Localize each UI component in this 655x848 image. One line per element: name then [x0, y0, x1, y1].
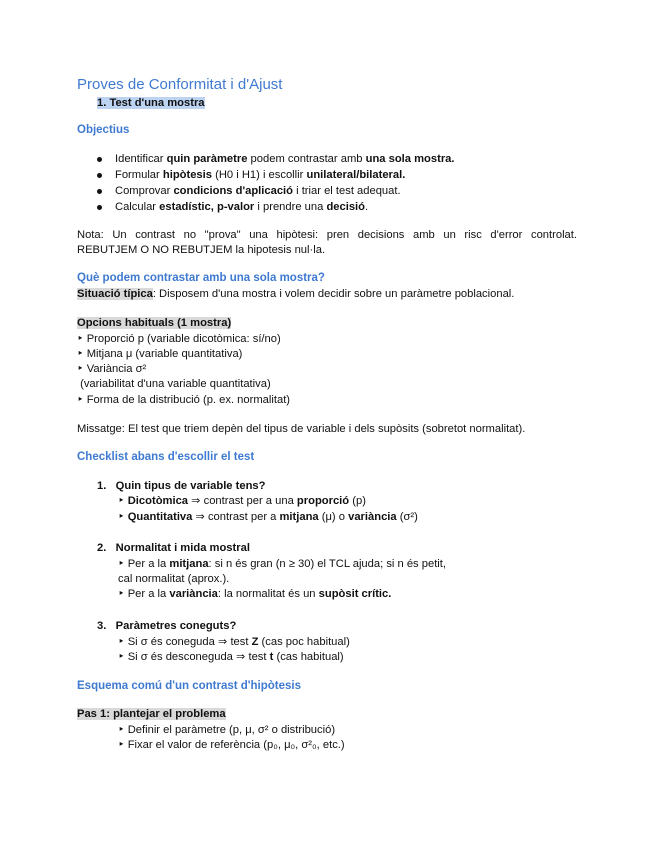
checklist-q3-title: 3. Paràmetres coneguts? — [97, 620, 237, 632]
checklist-q2-line — [118, 557, 446, 572]
text-run: : la normalitat és un — [217, 588, 319, 600]
text-run: ‣ Per a la — [118, 558, 170, 570]
bold-run: unilateral/bilateral. — [306, 169, 406, 181]
section-number-title — [97, 96, 205, 111]
text-run: cal normalitat (aprox.). — [118, 573, 230, 585]
checklist-q3-line — [118, 635, 350, 650]
bullet-icon — [97, 205, 102, 210]
situacio-label: Situació típica — [77, 288, 153, 300]
nota-line-1: Nota: Un contrast no "prova" una hipòtesi: pren decisions amb un risc d'error controlat. — [77, 229, 577, 241]
objectius-list — [97, 152, 455, 216]
text-run: (p) — [349, 495, 366, 507]
text-run: Calcular — [115, 201, 160, 213]
bold-run: variància — [169, 588, 218, 600]
opcio-line: ‣ Proporció p (variable dicotòmica: sí/no) — [77, 333, 281, 345]
checklist-q2-line — [118, 572, 229, 587]
text-run: i triar el test adequat. — [293, 185, 401, 197]
situacio-tipica — [77, 287, 514, 302]
bold-run: mitjana — [169, 558, 209, 570]
checklist-q1-title: 1. Quin tipus de variable tens? — [97, 480, 266, 492]
text-run: Identificar — [115, 153, 167, 165]
opcions-heading-text: Opcions habituals (1 mostra) — [77, 317, 232, 329]
bold-run: decisió — [326, 201, 366, 213]
bold-run: variància — [348, 511, 397, 523]
text-run: (σ²) — [396, 511, 418, 523]
objectiu-item — [97, 152, 455, 168]
text-run: (μ) o — [318, 511, 349, 523]
text-run: (H0 i H1) i escollir — [211, 169, 307, 181]
text-run: Comprovar — [115, 185, 174, 197]
checklist-q1-line — [118, 510, 418, 525]
opcio-line: (variabilitat d'una variable quantitativa) — [77, 378, 271, 390]
page-title: Proves de Conformitat i d'Ajust — [77, 76, 283, 93]
text-run: ‣ Per a la — [118, 588, 170, 600]
text-run: : si n és gran (n ≥ 30) el TCL ajuda; si n és petit, — [208, 558, 447, 570]
objectiu-item — [97, 184, 455, 200]
text-run: i prendre una — [254, 201, 327, 213]
text-run: ‣ — [118, 495, 128, 507]
text-run: ‣ Si σ és coneguda ⇒ test — [118, 636, 252, 648]
checklist-heading: Checklist abans d'escollir el test — [77, 451, 255, 463]
bold-run: Dicotòmica — [127, 495, 189, 507]
objectiu-item — [97, 168, 455, 184]
text-run: ⇒ contrast per a una — [188, 495, 297, 507]
text-run: (cas poc habitual) — [258, 636, 350, 648]
bold-run: Z — [251, 636, 259, 648]
opcio-line: ‣ Forma de la distribució (p. ex. normalitat) — [77, 394, 291, 406]
situacio-text: : Disposem d'una mostra i volem decidir sobre un paràmetre poblacional. — [152, 288, 515, 300]
nota-line-2: REBUTJEM O NO REBUTJEM la hipotesis nul·la. — [77, 244, 326, 256]
text-run: ⇒ contrast per a — [192, 511, 280, 523]
bold-run: condicions d'aplicació — [173, 185, 293, 197]
text-run: podem contrastar amb — [247, 153, 366, 165]
bullet-icon — [97, 157, 102, 162]
objectiu-item — [97, 200, 455, 216]
missatge: Missatge: El test que triem depèn del tipus de variable i dels supòsits (sobretot normalitat). — [77, 423, 526, 435]
esquema-heading: Esquema comú d'un contrast d'hipòtesis — [77, 680, 302, 692]
bold-run: mitjana — [279, 511, 319, 523]
bullet-icon — [97, 189, 102, 194]
checklist-q1-line — [118, 494, 366, 509]
pas1-title-text: Pas 1: plantejar el problema — [77, 708, 226, 720]
opcio-line: ‣ Variància σ² — [77, 363, 147, 375]
bold-run: estadístic, p-valor — [159, 201, 255, 213]
subtitle-highlight: 1. Test d'una mostra — [97, 97, 205, 109]
opcions-heading — [77, 316, 231, 331]
bullet-icon — [97, 173, 102, 178]
pas1-title — [77, 707, 226, 722]
bold-run: una sola mostra. — [365, 153, 455, 165]
checklist-q3-line — [118, 650, 344, 665]
text-run: ‣ — [118, 511, 128, 523]
text-run: Formular — [115, 169, 163, 181]
text-run: . — [365, 201, 369, 213]
opcio-line: ‣ Mitjana μ (variable quantitativa) — [77, 348, 243, 360]
bold-run: proporció — [296, 495, 350, 507]
bold-run: Quantitativa — [127, 511, 193, 523]
checklist-q2-title: 2. Normalitat i mida mostral — [97, 542, 250, 554]
que-podem-heading: Què podem contrastar amb una sola mostra? — [77, 272, 325, 284]
bold-run: hipòtesis — [162, 169, 212, 181]
bold-run: t — [269, 651, 274, 663]
text-run: ‣ Si σ és desconeguda ⇒ test — [118, 651, 270, 663]
checklist-q2-line — [118, 587, 391, 602]
pas1-line: ‣ Definir el paràmetre (p, μ, σ² o distribució) — [118, 724, 336, 736]
text-run: (cas habitual) — [273, 651, 344, 663]
bold-run: supòsit crític. — [318, 588, 392, 600]
bold-run: quin paràmetre — [166, 153, 248, 165]
objectius-heading: Objectius — [77, 124, 130, 136]
pas1-line: ‣ Fixar el valor de referència (p₀, μ₀, σ²₀, etc.) — [118, 739, 345, 751]
